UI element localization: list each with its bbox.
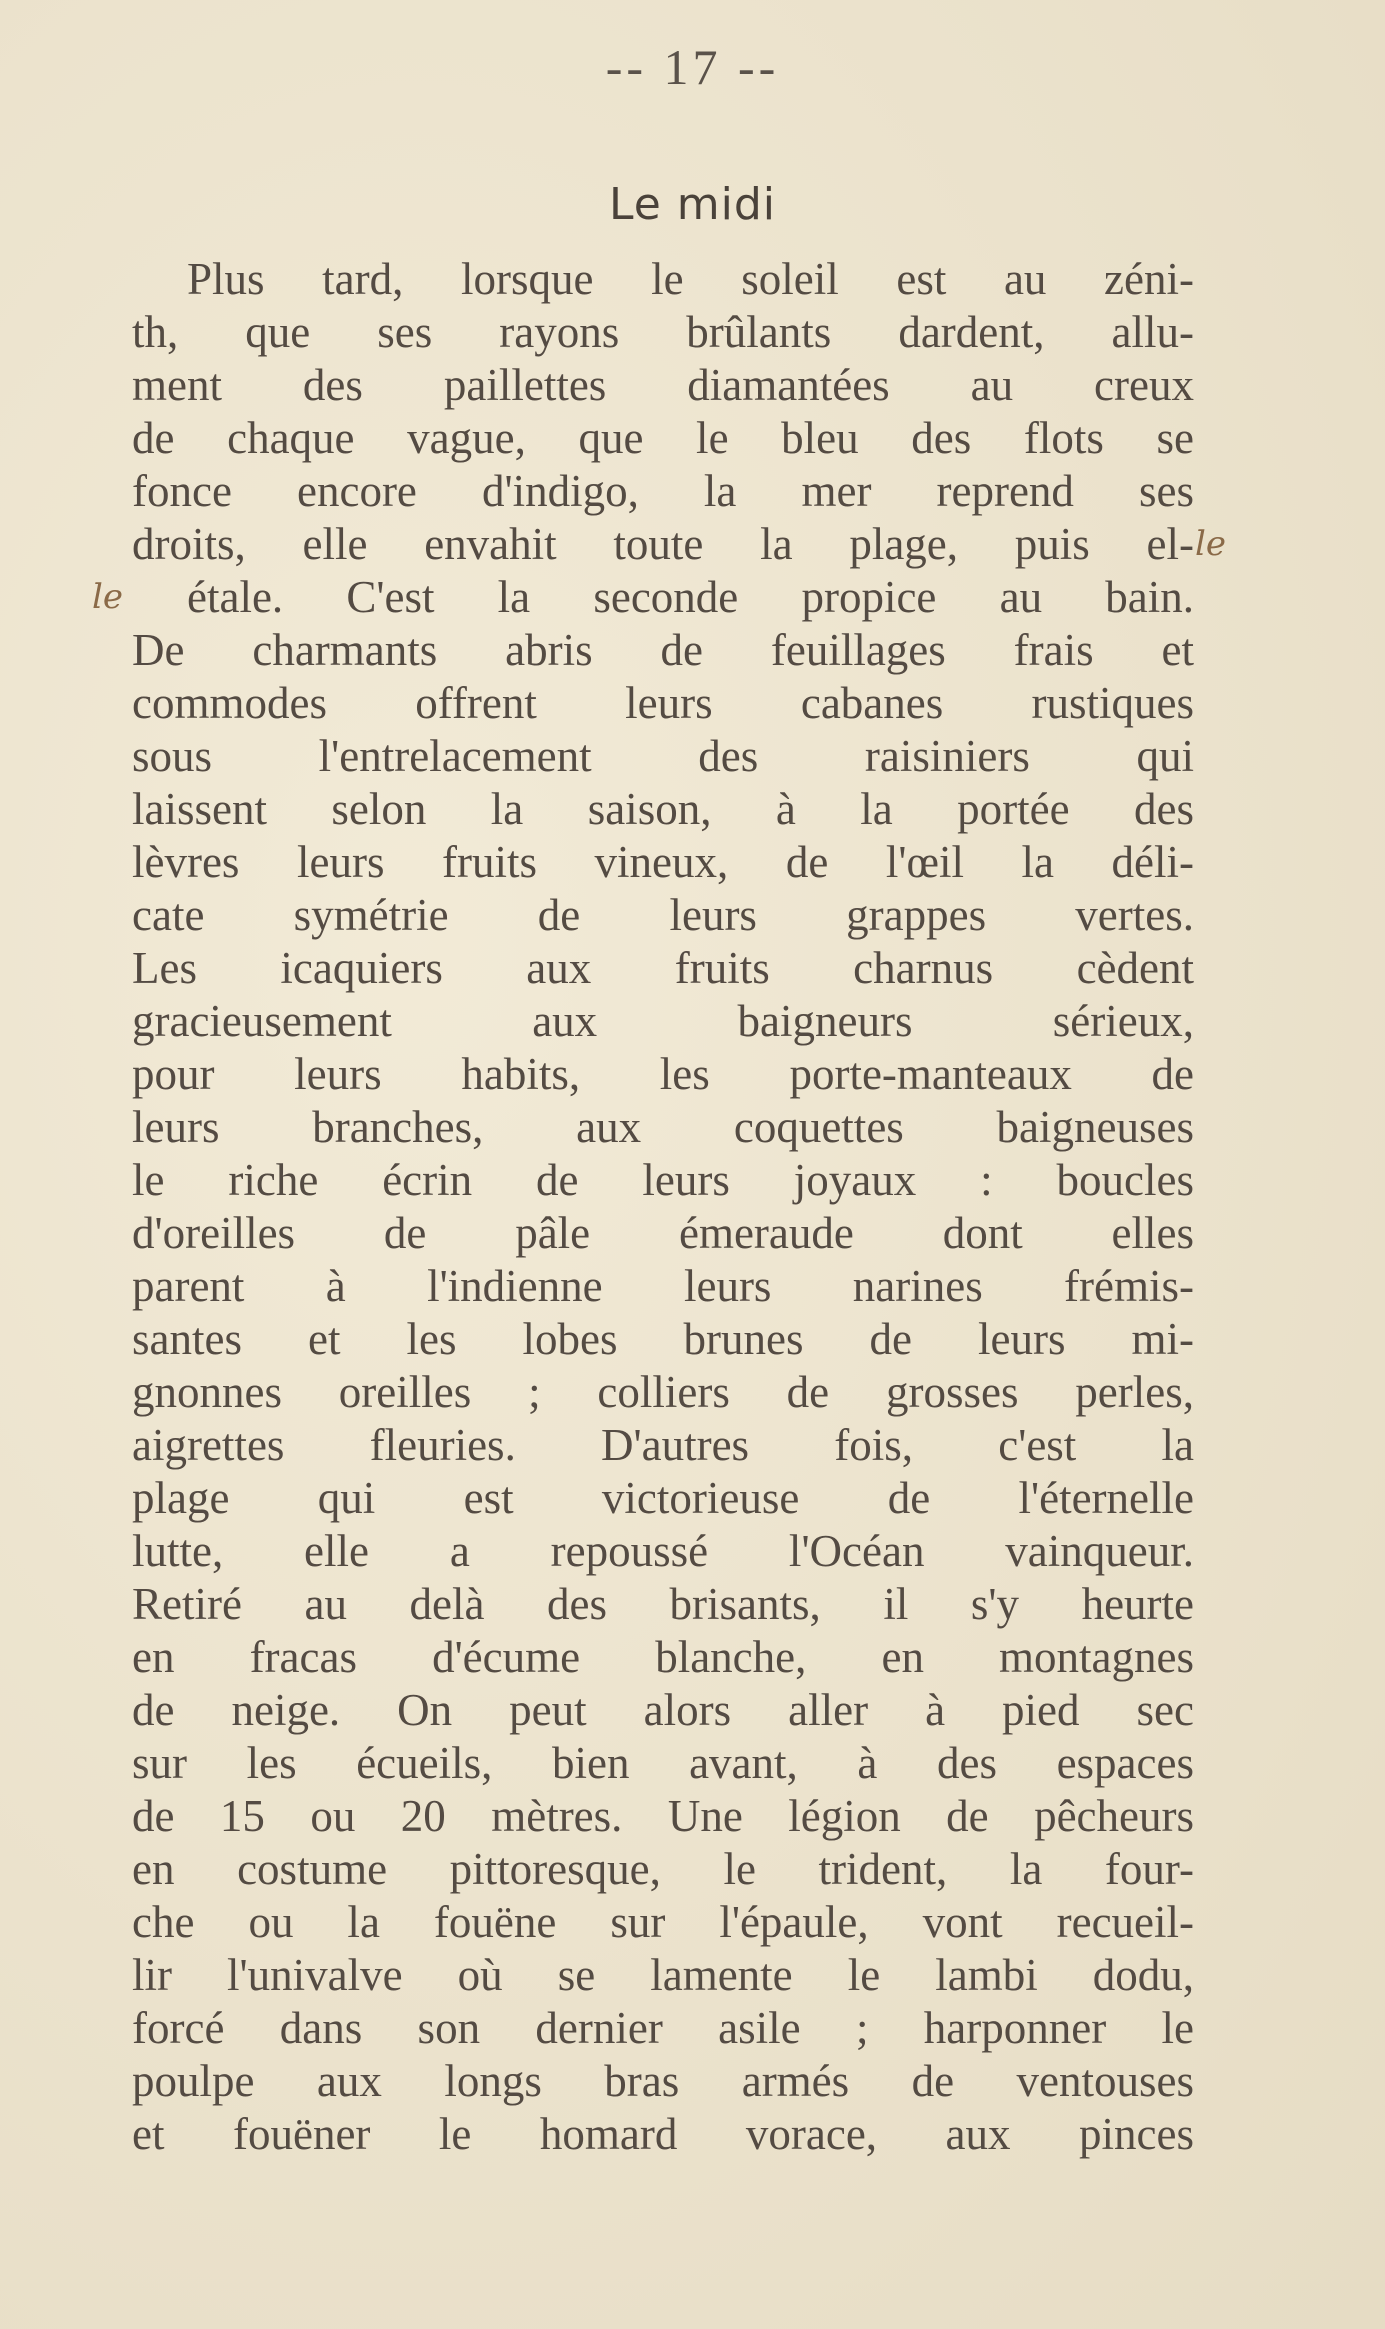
text-line-wrapper xyxy=(132,1949,1194,2002)
text-line-wrapper xyxy=(132,1313,1194,1366)
text-line: leurs branches, aux coquettes baigneuses xyxy=(132,1102,1194,1152)
text-line-wrapper xyxy=(132,624,1194,677)
text-line: de 15 ou 20 mètres. Une légion de pêcheurs xyxy=(132,1791,1194,1841)
text-line-wrapper xyxy=(132,465,1194,518)
text-line-wrapper xyxy=(132,1896,1194,1949)
text-line-wrapper xyxy=(132,1101,1194,1154)
text-line-wrapper xyxy=(132,518,1226,571)
text-line-wrapper xyxy=(132,359,1194,412)
text-line: lèvres leurs fruits vineux, de l'œil la déli- xyxy=(132,837,1194,887)
text-line: sous l'entrelacement des raisiniers qui xyxy=(132,731,1194,781)
text-line: pour leurs habits, les porte-manteaux de xyxy=(132,1049,1194,1099)
text-line: de neige. On peut alors aller à pied sec xyxy=(132,1685,1194,1735)
text-line-wrapper xyxy=(132,2055,1194,2108)
text-line-wrapper xyxy=(132,1419,1194,1472)
text-line: parent à l'indienne leurs narines frémis- xyxy=(132,1261,1194,1311)
text-line: laissent selon la saison, à la portée des xyxy=(132,784,1194,834)
text-line-wrapper xyxy=(132,1048,1194,1101)
text-line-wrapper xyxy=(132,1631,1194,1684)
text-line-wrapper xyxy=(132,1207,1194,1260)
text-line: fonce encore d'indigo, la mer reprend ses xyxy=(132,466,1194,516)
text-line: en costume pittoresque, le trident, la four- xyxy=(132,1844,1194,1894)
text-line: commodes offrent leurs cabanes rustiques xyxy=(132,678,1194,728)
text-line: lir l'univalve où se lamente le lambi dodu, xyxy=(132,1950,1194,2000)
text-line: forcé dans son dernier asile ; harponner le xyxy=(132,2003,1194,2053)
text-line-wrapper xyxy=(132,1525,1194,1578)
text-line: et fouëner le homard vorace, aux pinces xyxy=(132,2109,1194,2159)
text-line: Retiré au delà des brisants, il s'y heurte xyxy=(132,1579,1194,1629)
text-line: th, que ses rayons brûlants dardent, allu- xyxy=(132,307,1194,357)
text-line: che ou la fouëne sur l'épaule, vont recueil- xyxy=(132,1897,1194,1947)
text-line-wrapper xyxy=(132,783,1194,836)
text-line: étale. C'est la seconde propice au bain. xyxy=(187,572,1194,622)
text-line: droits, elle envahit toute la plage, puis el- xyxy=(132,519,1194,569)
text-line: santes et les lobes brunes de leurs mi- xyxy=(132,1314,1194,1364)
text-line: gracieusement aux baigneurs sérieux, xyxy=(132,996,1194,1046)
text-line-wrapper xyxy=(132,253,1194,306)
text-line: cate symétrie de leurs grappes vertes. xyxy=(132,890,1194,940)
handwritten-correction: le xyxy=(1195,524,1226,564)
text-line-wrapper xyxy=(92,571,1194,624)
text-line: aigrettes fleuries. D'autres fois, c'est la xyxy=(132,1420,1194,1470)
text-line: gnonnes oreilles ; colliers de grosses perles, xyxy=(132,1367,1194,1417)
text-line-wrapper xyxy=(132,1260,1194,1313)
text-line-wrapper xyxy=(132,1737,1194,1790)
text-line-wrapper xyxy=(132,2002,1194,2055)
text-line-wrapper xyxy=(132,1578,1194,1631)
text-line-wrapper xyxy=(132,2108,1194,2161)
section-title: Le midi xyxy=(608,179,777,231)
text-line-wrapper xyxy=(132,1790,1194,1843)
text-line-wrapper xyxy=(132,1366,1194,1419)
text-line: Plus tard, lorsque le soleil est au zéni- xyxy=(187,254,1194,304)
text-line: De charmants abris de feuillages frais et xyxy=(132,625,1194,675)
text-line-wrapper xyxy=(132,1154,1194,1207)
text-line: en fracas d'écume blanche, en montagnes xyxy=(132,1632,1194,1682)
text-line-wrapper xyxy=(132,677,1194,730)
text-line-wrapper xyxy=(132,1472,1194,1525)
text-line-wrapper xyxy=(132,1843,1194,1896)
text-line: lutte, elle a repoussé l'Océan vainqueur. xyxy=(132,1526,1194,1576)
text-line-wrapper xyxy=(132,730,1194,783)
text-line-wrapper xyxy=(132,889,1194,942)
text-line: sur les écueils, bien avant, à des espaces xyxy=(132,1738,1194,1788)
handwritten-correction: le xyxy=(92,577,123,617)
text-line: ment des paillettes diamantées au creux xyxy=(132,360,1194,410)
text-line: le riche écrin de leurs joyaux : boucles xyxy=(132,1155,1194,1205)
body-text xyxy=(92,253,1226,2161)
text-line-wrapper xyxy=(132,836,1194,889)
text-line-wrapper xyxy=(132,1684,1194,1737)
text-line: poulpe aux longs bras armés de ventouses xyxy=(132,2056,1194,2106)
page-number: -- 17 -- xyxy=(605,39,780,95)
text-line: Les icaquiers aux fruits charnus cèdent xyxy=(132,943,1194,993)
text-line: plage qui est victorieuse de l'éternelle xyxy=(132,1473,1194,1523)
text-line-wrapper xyxy=(132,306,1194,359)
text-line-wrapper xyxy=(132,942,1194,995)
text-line: d'oreilles de pâle émeraude dont elles xyxy=(132,1208,1194,1258)
text-line: de chaque vague, que le bleu des flots se xyxy=(132,413,1194,463)
text-line-wrapper xyxy=(132,995,1194,1048)
text-line-wrapper xyxy=(132,412,1194,465)
